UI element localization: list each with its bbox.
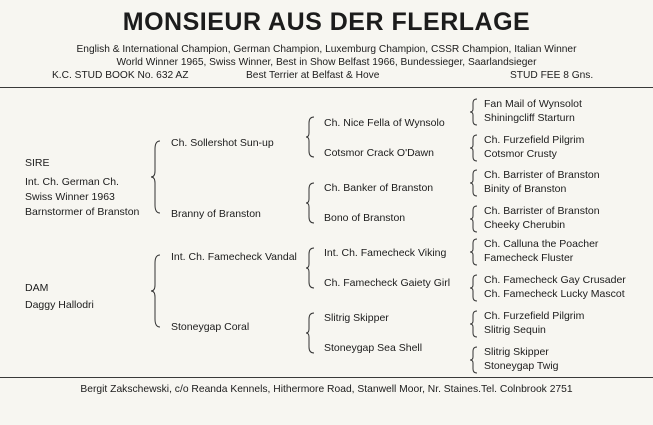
titles-line-2: World Winner 1965, Swiss Winner, Best in Show Belfast 1966, Bundessieger, Saarlandsieger	[116, 57, 537, 68]
gen4-brace-6	[469, 273, 479, 303]
gen3-brace-2	[305, 181, 317, 225]
gen4-15: Slitrig Skipper	[484, 346, 549, 358]
page-title: MONSIEUR AUS DER FLERLAGE	[122, 8, 531, 36]
gen3-brace-1	[305, 115, 317, 159]
gen4-1: Fan Mail of Wynsolot	[484, 98, 582, 110]
gen4-4: Cotsmor Crusty	[484, 148, 557, 160]
gen3-2: Cotsmor Crack O'Dawn	[324, 147, 434, 159]
gen4-9: Ch. Calluna the Poacher	[484, 238, 599, 250]
gen4-8: Cheeky Cherubin	[484, 219, 566, 231]
gen4-16: Stoneygap Twig	[484, 360, 559, 372]
gen3-7: Slitrig Skipper	[324, 312, 389, 324]
gen3-4: Bono of Branston	[324, 212, 406, 224]
gen4-6: Binity of Branston	[484, 183, 567, 195]
gen2-sire-dam: Branny of Branston	[171, 208, 261, 220]
gen4-13: Ch. Furzefield Pilgrim	[484, 310, 585, 322]
titles-line-1: English & International Champion, German Champion, Luxemburg Champion, CSSR Champion, Italian Winner	[76, 44, 577, 55]
header-divider	[0, 87, 653, 88]
sire-titles: Int. Ch. German Ch.	[25, 176, 119, 188]
gen4-2: Shiningcliff Starturn	[484, 112, 575, 124]
sire-parents-brace	[150, 139, 164, 215]
gen4-12: Ch. Famecheck Lucky Mascot	[484, 288, 625, 300]
gen4-brace-2	[469, 133, 479, 163]
gen4-7: Ch. Barrister of Branston	[484, 205, 600, 217]
gen4-5: Ch. Barrister of Branston	[484, 169, 600, 181]
gen3-6: Ch. Famecheck Gaiety Girl	[324, 277, 451, 289]
gen4-11: Ch. Famecheck Gay Crusader	[484, 274, 626, 286]
best-terrier-award: Best Terrier at Belfast & Hove	[246, 70, 380, 81]
sire-label: SIRE	[25, 157, 50, 169]
kennel-address: Bergit Zakschewski, c/o Reanda Kennels, Hithermore Road, Stanwell Moor, Nr. Staines.Tel. Colnbrook 2751	[80, 384, 573, 395]
gen4-brace-4	[469, 204, 479, 234]
gen3-8: Stoneygap Sea Shell	[324, 342, 423, 354]
gen2-dam-dam: Stoneygap Coral	[171, 321, 250, 333]
gen4-10: Famecheck Fluster	[484, 252, 574, 264]
gen3-3: Ch. Banker of Branston	[324, 182, 434, 194]
dam-name: Daggy Hallodri	[25, 299, 94, 311]
gen2-dam-sire: Int. Ch. Famecheck Vandal	[171, 251, 297, 263]
gen2-sire-sire: Ch. Sollershot Sun-up	[171, 137, 274, 149]
gen3-5: Int. Ch. Famecheck Viking	[324, 247, 447, 259]
stud-book-number: K.C. STUD BOOK No. 632 AZ	[52, 70, 189, 81]
dam-label: DAM	[25, 282, 49, 294]
gen3-1: Ch. Nice Fella of Wynsolo	[324, 117, 445, 129]
gen4-brace-5	[469, 237, 479, 267]
stud-fee: STUD FEE 8 Gns.	[510, 70, 594, 81]
gen4-3: Ch. Furzefield Pilgrim	[484, 134, 585, 146]
gen4-brace-7	[469, 309, 479, 339]
sire-name: Barnstormer of Branston	[25, 206, 140, 218]
sire-award: Swiss Winner 1963	[25, 191, 115, 203]
dam-parents-brace	[150, 253, 164, 329]
footer-divider	[0, 377, 653, 378]
gen4-brace-8	[469, 345, 479, 375]
gen4-brace-1	[469, 97, 479, 127]
gen4-brace-3	[469, 168, 479, 198]
gen4-14: Slitrig Sequin	[484, 324, 546, 336]
gen3-brace-4	[305, 311, 317, 355]
gen3-brace-3	[305, 246, 317, 290]
